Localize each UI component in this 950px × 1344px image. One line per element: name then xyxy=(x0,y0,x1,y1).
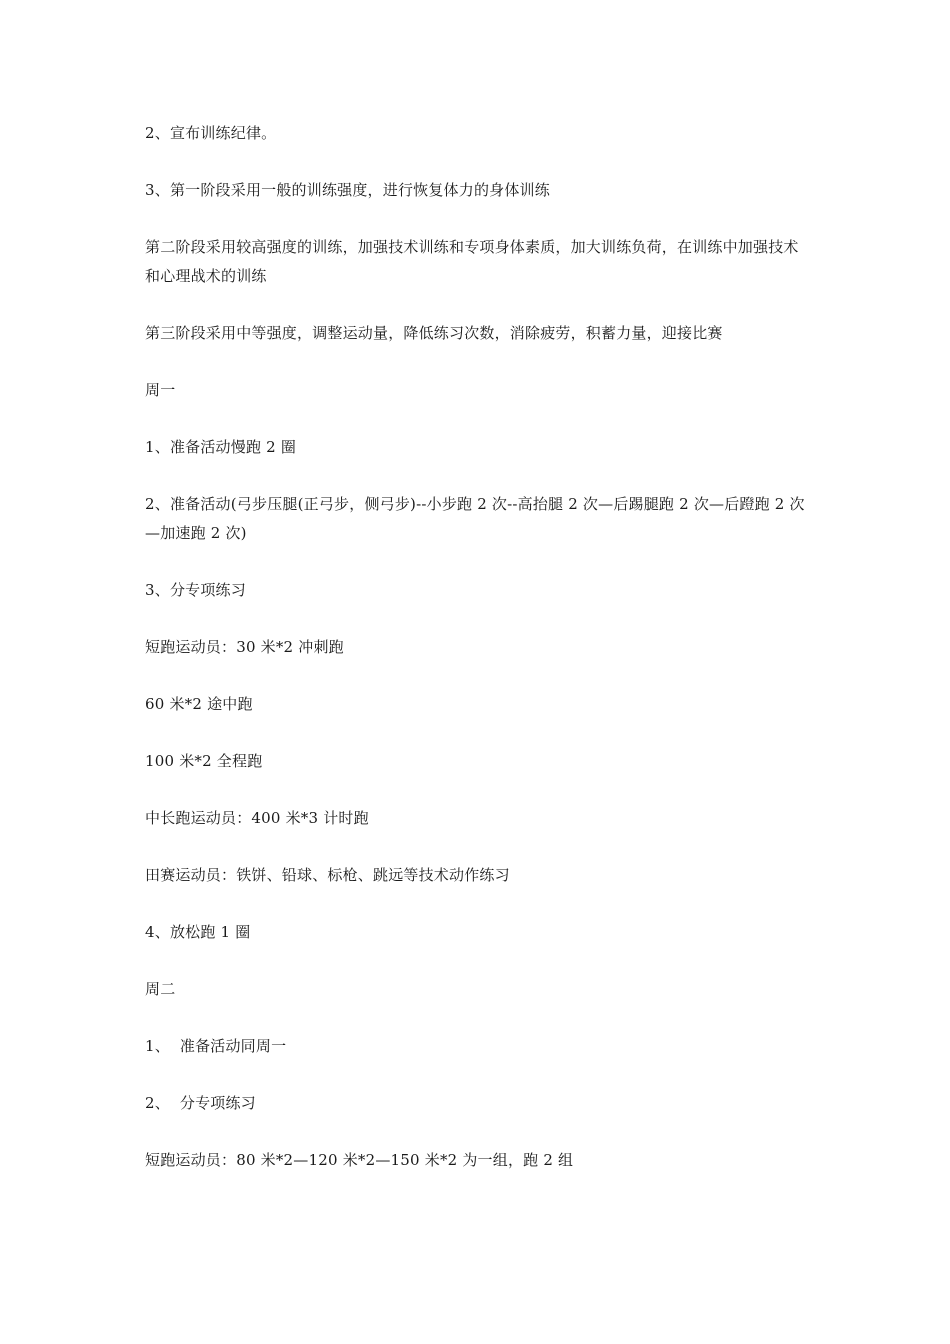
paragraph-middle-distance: 中长跑运动员：400 米*3 计时跑 xyxy=(145,809,369,827)
paragraph-sprinters-100m: 100 米*2 全程跑 xyxy=(145,752,263,770)
paragraph-training-discipline: 2、宣布训练纪律。 xyxy=(145,124,277,142)
paragraph-monday-specialty: 3、分专项练习 xyxy=(145,581,246,599)
heading-monday: 周一 xyxy=(145,381,176,399)
paragraph-stage-three: 第三阶段采用中等强度，调整运动量，降低练习次数，消除疲劳，积蓄力量，迎接比赛 xyxy=(145,324,723,342)
paragraph-tuesday-specialty: 2、 分专项练习 xyxy=(145,1094,256,1112)
paragraph-tuesday-warmup: 1、 准备活动同周一 xyxy=(145,1037,287,1055)
paragraph-field-events: 田赛运动员：铁饼、铅球、标枪、跳远等技术动作练习 xyxy=(145,866,510,884)
paragraph-monday-warmup-jog: 1、准备活动慢跑 2 圈 xyxy=(145,438,297,456)
paragraph-stage-two: 第二阶段采用较高强度的训练，加强技术训练和专项身体素质，加大训练负荷，在训练中加强技术和心理战术的训练 xyxy=(145,238,799,285)
paragraph-monday-warmup-drills: 2、准备活动(弓步压腿(正弓步，侧弓步)--小步跑 2 次--高抬腿 2 次—后踢腿跑 2 次—后蹬跑 2 次—加速跑 2 次) xyxy=(145,495,805,542)
paragraph-stage-one: 3、第一阶段采用一般的训练强度，进行恢复体力的身体训练 xyxy=(145,181,550,199)
document-body xyxy=(145,119,810,1175)
heading-tuesday: 周二 xyxy=(145,980,176,998)
paragraph-tuesday-sprinters: 短跑运动员：80 米*2—120 米*2—150 米*2 为一组，跑 2 组 xyxy=(145,1151,574,1169)
paragraph-sprinters-60m: 60 米*2 途中跑 xyxy=(145,695,253,713)
paragraph-sprinters-30m: 短跑运动员：30 米*2 冲刺跑 xyxy=(145,638,344,656)
paragraph-cooldown: 4、放松跑 1 圈 xyxy=(145,923,251,941)
